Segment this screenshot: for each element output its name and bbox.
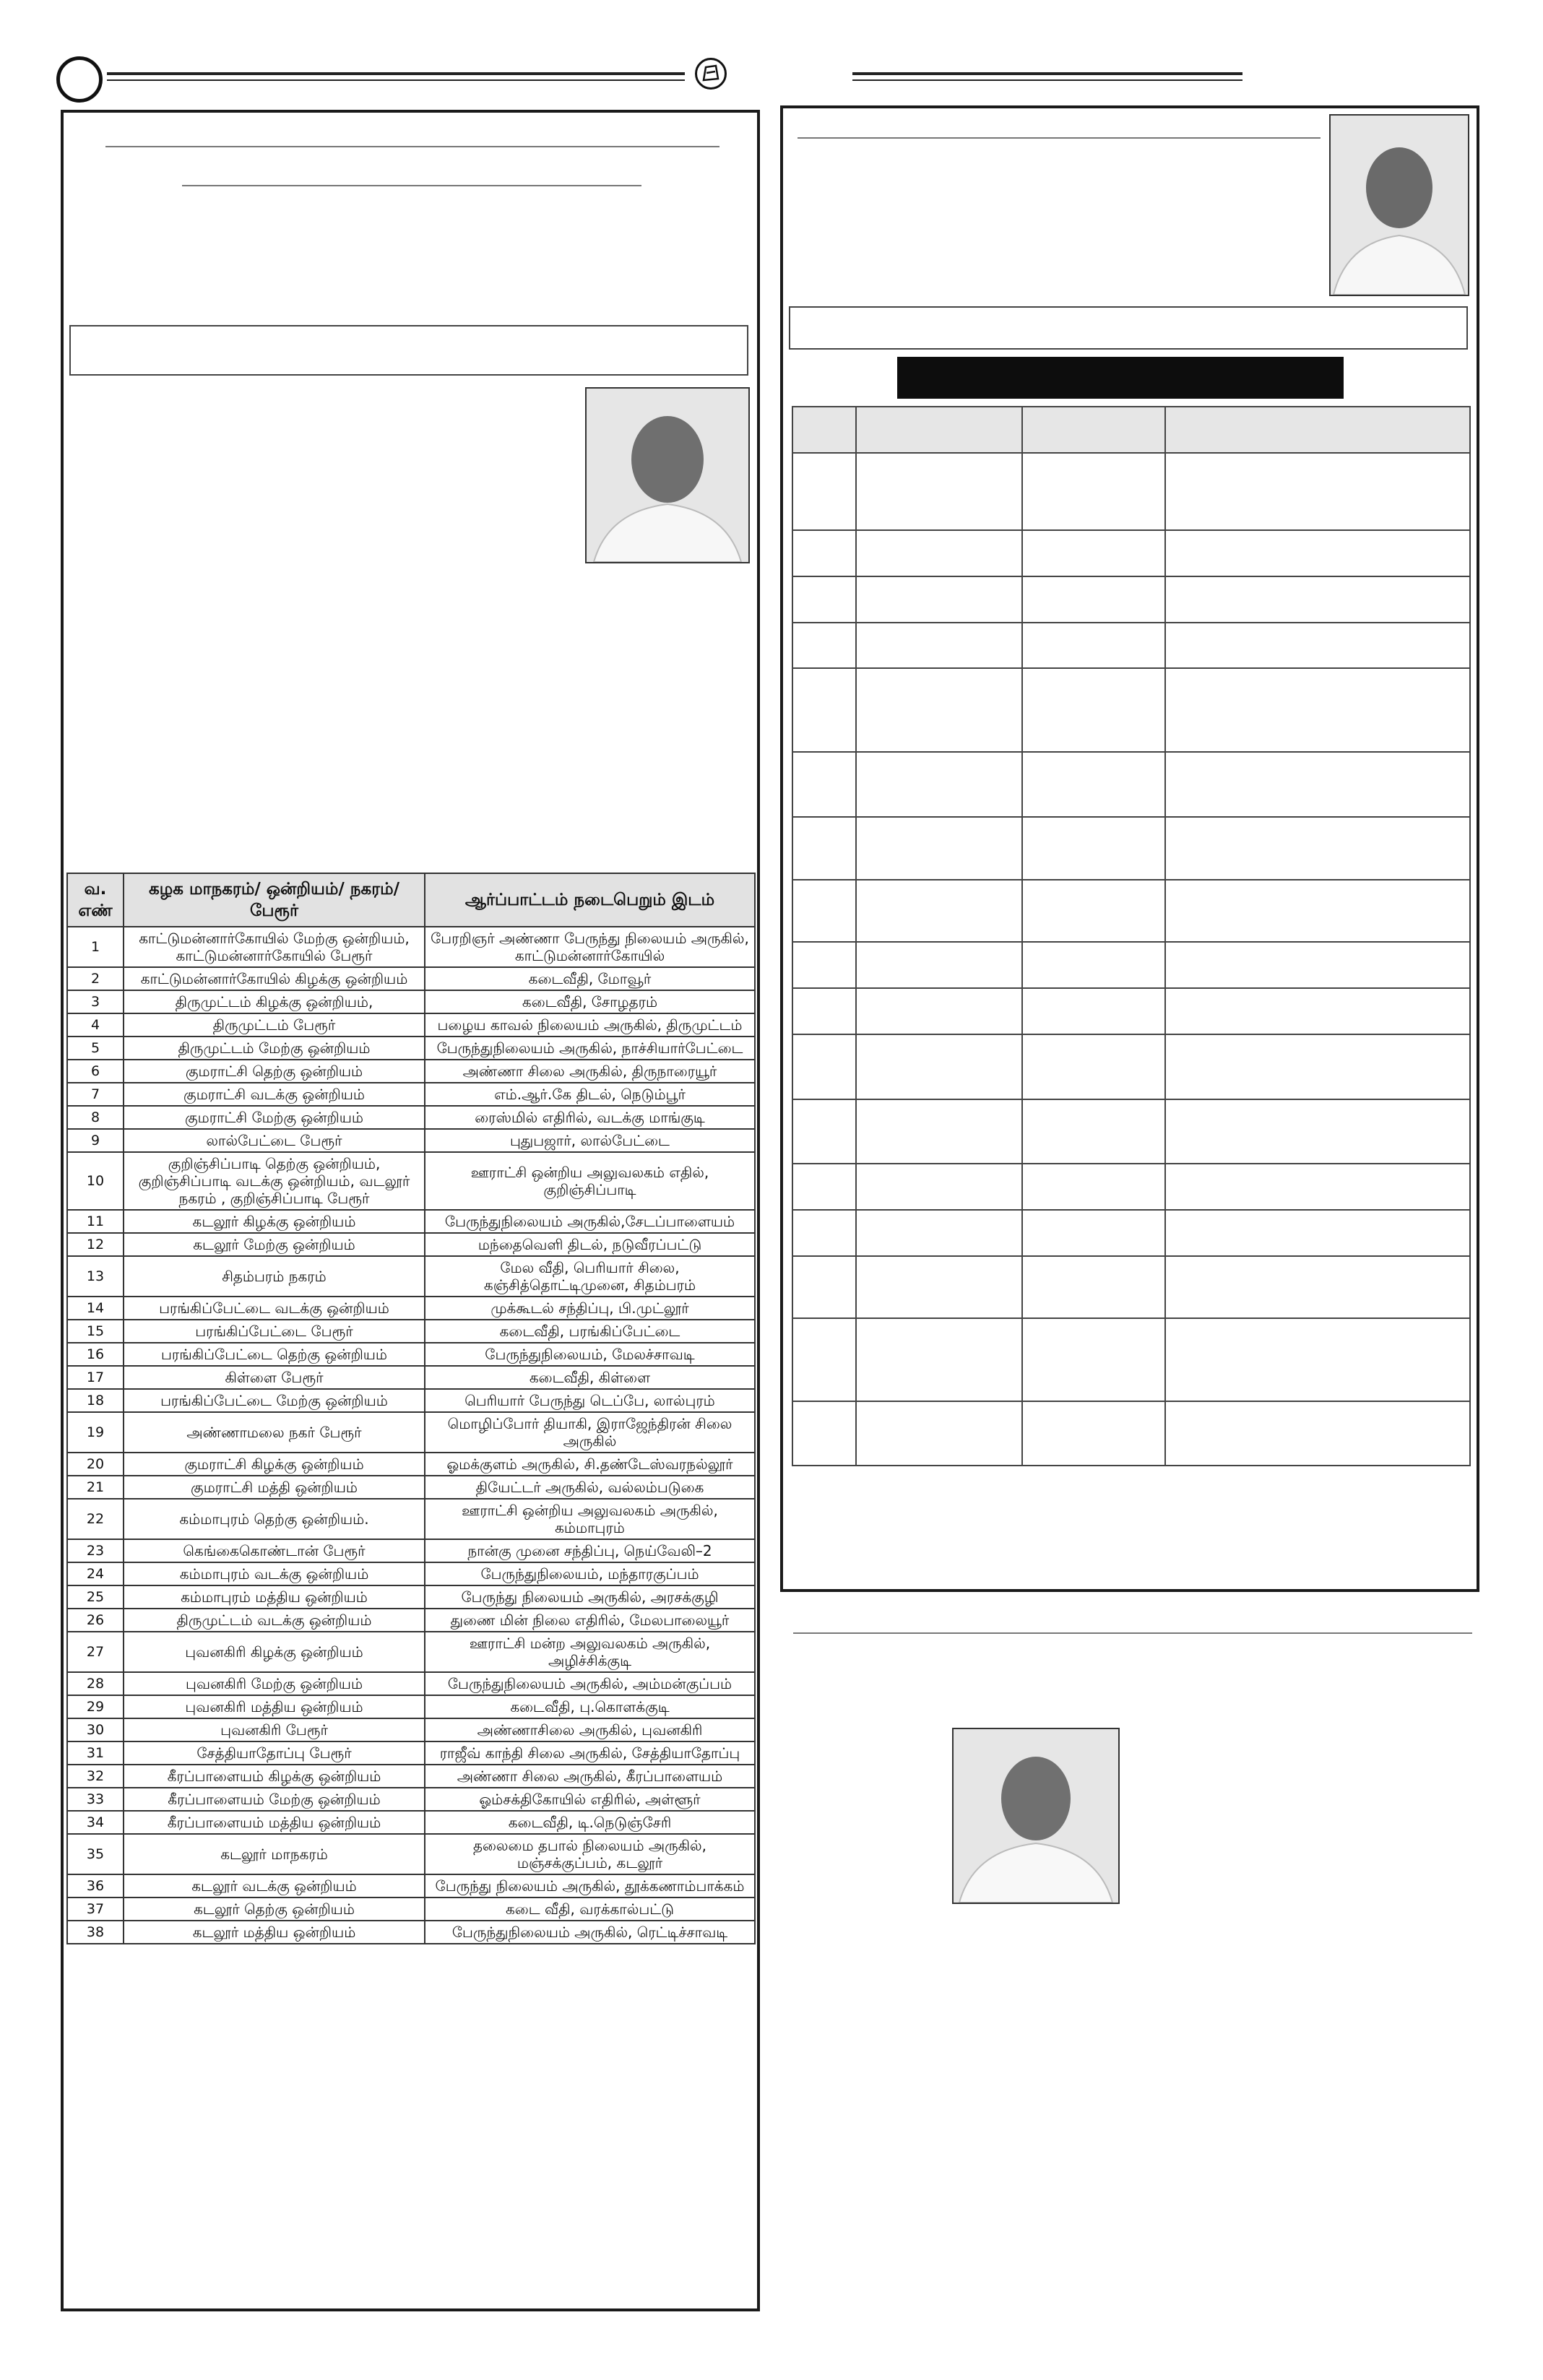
cell-venue: கடைவீதி, கிள்ளை [425,1366,755,1389]
cell-venue: கடைவீதி, பரங்கிப்பேட்டை [425,1320,755,1343]
table-row [67,1811,755,1834]
cell-unit: திருமுட்டம் கிழக்கு ஒன்றியம், [124,990,425,1013]
right-table-cell [1022,576,1165,623]
table-row [67,1389,755,1412]
party-flag-icon [695,58,727,90]
left-highlight-box [69,325,748,376]
cell-venue: கடை வீதி, வரக்கால்பட்டு [425,1897,755,1921]
leader-photo-bottom [952,1728,1120,1904]
right-table-cell [1022,623,1165,669]
left-subheadline-rule [182,185,641,186]
right-table-cell [1022,1318,1165,1401]
cell-serial-number: 25 [67,1585,124,1609]
right-table-cell [856,1034,1022,1100]
cell-unit: கடலூர் கிழக்கு ஒன்றியம் [124,1210,425,1233]
cell-serial-number: 24 [67,1562,124,1585]
right-table-cell [1165,817,1470,879]
right-table-cell [856,942,1022,988]
table-row [67,967,755,990]
cell-serial-number: 16 [67,1343,124,1366]
cell-serial-number: 15 [67,1320,124,1343]
right-table-cell [856,817,1022,879]
right-table-cell [856,576,1022,623]
right-table-cell [1022,988,1165,1034]
cell-venue: முக்கூடல் சந்திப்பு, பி.முட்லூர் [425,1297,755,1320]
cell-unit: குமராட்சி மத்தி ஒன்றியம் [124,1476,425,1499]
cell-unit: கீரப்பாளையம் மத்திய ஒன்றியம் [124,1811,425,1834]
cell-venue: கடைவீதி, மோவூர் [425,967,755,990]
right-table-row [792,880,1470,942]
right-table-cell [856,1164,1022,1210]
cell-serial-number: 20 [67,1453,124,1476]
right-table-row [792,1099,1470,1164]
cell-unit: குறிஞ்சிப்பாடி தெற்கு ஒன்றியம், குறிஞ்சிப்பாடி வடக்கு ஒன்றியம், வடலூர் நகரம் , குறிஞ்சிப்பாடி பேரூர் [124,1152,425,1210]
right-table-row [792,668,1470,751]
cell-venue: நான்கு முனை சந்திப்பு, நெய்வேலி–2 [425,1539,755,1562]
right-table-row [792,817,1470,879]
cell-serial-number: 36 [67,1874,124,1897]
table-row [67,1297,755,1320]
right-table-cell [1022,1164,1165,1210]
header-rule-top [107,72,685,75]
cell-venue: பேருந்துநிலையம், மேலச்சாவடி [425,1343,755,1366]
cell-unit: கீரப்பாளையம் மேற்கு ஒன்றியம் [124,1788,425,1811]
cell-unit: குமராட்சி மேற்கு ஒன்றியம் [124,1106,425,1129]
cell-serial-number: 12 [67,1233,124,1256]
cell-unit: கெங்கைகொண்டான் பேரூர் [124,1539,425,1562]
right-table-cell [1165,668,1470,751]
right-table-cell [1022,1401,1165,1466]
header-rule-right-top [852,72,1242,75]
table-row [67,1083,755,1106]
right-table-cell [1022,1099,1165,1164]
cell-venue: தலைமை தபால் நிலையம் அருகில், மஞ்சக்குப்பம், கடலூர் [425,1834,755,1874]
right-table-cell [1165,1034,1470,1100]
right-table-cell [856,880,1022,942]
right-table-row [792,623,1470,669]
cell-unit: பரங்கிப்பேட்டை பேரூர் [124,1320,425,1343]
right-table-row [792,1164,1470,1210]
table-row [67,1741,755,1765]
cell-serial-number: 9 [67,1129,124,1152]
cell-venue: புதுபஜார், லால்பேட்டை [425,1129,755,1152]
header-venue: ஆர்ப்பாட்டம் நடைபெறும் இடம் [425,873,755,927]
right-table-cell [856,1318,1022,1401]
cell-serial-number: 1 [67,927,124,967]
cell-venue: ஊராட்சி மன்ற அலுவலகம் அருகில், அழிச்சிக்குடி [425,1632,755,1672]
right-table-cell [856,530,1022,576]
cell-serial-number: 18 [67,1389,124,1412]
header-rule-bottom [107,79,685,81]
right-table-cell [792,942,856,988]
right-table-cell [792,576,856,623]
right-table-cell [856,1401,1022,1466]
cell-venue: ஊராட்சி ஒன்றிய அலுவலகம் அருகில், கம்மாபுரம் [425,1499,755,1539]
cell-unit: காட்டுமன்னார்கோயில் கிழக்கு ஒன்றியம் [124,967,425,990]
cell-unit: திருமுட்டம் மேற்கு ஒன்றியம் [124,1037,425,1060]
cell-venue: அண்ணாசிலை அருகில், புவனகிரி [425,1718,755,1741]
cell-venue: தியேட்டர் அருகில், வல்லம்படுகை [425,1476,755,1499]
page-number-circle [56,56,103,103]
right-table-cell [792,407,856,453]
cell-serial-number: 29 [67,1695,124,1718]
cell-unit: கம்மாபுரம் தெற்கு ஒன்றியம். [124,1499,425,1539]
cell-venue: பேருந்துநிலையம், மந்தாரகுப்பம் [425,1562,755,1585]
cell-unit: சிதம்பரம் நகரம் [124,1256,425,1297]
cell-venue: மந்தைவெளி திடல், நடுவீரப்பட்டு [425,1233,755,1256]
right-table-cell [792,1401,856,1466]
table-row [67,1874,755,1897]
right-table-cell [792,817,856,879]
cell-unit: கடலூர் வடக்கு ஒன்றியம் [124,1874,425,1897]
cell-serial-number: 14 [67,1297,124,1320]
right-table-cell [1022,668,1165,751]
cell-unit: பரங்கிப்பேட்டை வடக்கு ஒன்றியம் [124,1297,425,1320]
cell-serial-number: 6 [67,1060,124,1083]
right-headline-rule [798,137,1321,139]
right-table-cell [792,880,856,942]
right-table-cell [1165,1210,1470,1256]
right-table-row [792,988,1470,1034]
right-highlight-box [789,306,1468,350]
right-table-cell [1165,1401,1470,1466]
right-table-row [792,407,1470,453]
table-row [67,1343,755,1366]
right-table-cell [792,530,856,576]
cell-unit: கிள்ளை பேரூர் [124,1366,425,1389]
left-headline-rule [105,146,719,147]
cell-venue: மொழிப்போர் தியாகி, இராஜேந்திரன் சிலை அருகில் [425,1412,755,1453]
cell-venue: பேருந்துநிலையம் அருகில், ரெட்டிச்சாவடி [425,1921,755,1944]
cell-serial-number: 13 [67,1256,124,1297]
right-table-cell [1022,752,1165,818]
protest-venue-table [66,873,756,1944]
right-table-cell [1165,988,1470,1034]
right-table-cell [1022,453,1165,530]
right-table-row [792,1318,1470,1401]
right-table-row [792,942,1470,988]
cell-unit: பரங்கிப்பேட்டை மேற்கு ஒன்றியம் [124,1389,425,1412]
table-row [67,990,755,1013]
cell-unit: குமராட்சி கிழக்கு ஒன்றியம் [124,1453,425,1476]
table-row [67,1788,755,1811]
right-table-cell [1165,407,1470,453]
cell-serial-number: 38 [67,1921,124,1944]
cell-unit: புவனகிரி கிழக்கு ஒன்றியம் [124,1632,425,1672]
right-table-row [792,1256,1470,1318]
cell-venue: ஓமக்குளம் அருகில், சி.தண்டேஸ்வரநல்லூர் [425,1453,755,1476]
cell-unit: அண்ணாமலை நகர் பேரூர் [124,1412,425,1453]
table-row [67,1412,755,1453]
cell-unit: திருமுட்டம் வடக்கு ஒன்றியம் [124,1609,425,1632]
cell-venue: ரைஸ்மில் எதிரில், வடக்கு மாங்குடி [425,1106,755,1129]
table-row [67,1476,755,1499]
cell-unit: கீரப்பாளையம் கிழக்கு ஒன்றியம் [124,1765,425,1788]
leader-photo-left [585,387,750,563]
cell-venue: எம்.ஆர்.கே திடல், நெடும்பூர் [425,1083,755,1106]
table-row [67,1921,755,1944]
table-row [67,1152,755,1210]
right-table-cell [792,1099,856,1164]
cell-serial-number: 30 [67,1718,124,1741]
right-table-cell [1165,1256,1470,1318]
right-table-cell [792,1318,856,1401]
cell-venue: பேரறிஞர் அண்ணா பேருந்து நிலையம் அருகில், காட்டுமன்னார்கோயில் [425,927,755,967]
right-table-cell [792,623,856,669]
cell-venue: அண்ணா சிலை அருகில், கீரப்பாளையம் [425,1765,755,1788]
right-table-cell [1022,1256,1165,1318]
cell-venue: பெரியார் பேருந்து டெப்பே, லால்புரம் [425,1389,755,1412]
right-table-cell [792,1164,856,1210]
right-table-cell [1165,453,1470,530]
cell-venue: ராஜீவ் காந்தி சிலை அருகில், சேத்தியாதோப்பு [425,1741,755,1765]
cell-serial-number: 7 [67,1083,124,1106]
cell-unit: கடலூர் மேற்கு ஒன்றியம் [124,1233,425,1256]
right-table-cell [1022,880,1165,942]
table-row [67,1210,755,1233]
table-row [67,1765,755,1788]
cell-serial-number: 17 [67,1366,124,1389]
table-row [67,1562,755,1585]
cell-serial-number: 11 [67,1210,124,1233]
cell-serial-number: 3 [67,990,124,1013]
right-table-cell [856,1099,1022,1164]
table-row [67,1695,755,1718]
right-table-cell [856,453,1022,530]
table-row [67,1256,755,1297]
right-table-cell [1022,942,1165,988]
cell-unit: கம்மாபுரம் வடக்கு ஒன்றியம் [124,1562,425,1585]
right-table-cell [856,1210,1022,1256]
cell-venue: ஊராட்சி ஒன்றிய அலுவலகம் எதில், குறிஞ்சிப்பாடி [425,1152,755,1210]
cell-serial-number: 28 [67,1672,124,1695]
cell-unit: குமராட்சி வடக்கு ஒன்றியம் [124,1083,425,1106]
leader-photo-right [1329,114,1469,296]
cell-venue: கடைவீதி, டி.நெடுஞ்சேரி [425,1811,755,1834]
table-header-row [67,873,755,927]
cell-serial-number: 4 [67,1013,124,1037]
table-row [67,1585,755,1609]
header-rule-right-bottom [852,79,1242,81]
cell-serial-number: 10 [67,1152,124,1210]
cell-serial-number: 33 [67,1788,124,1811]
table-row [67,1539,755,1562]
cell-serial-number: 23 [67,1539,124,1562]
right-table-row [792,1210,1470,1256]
table-row [67,1013,755,1037]
table-row [67,1453,755,1476]
right-table-cell [1165,752,1470,818]
right-table-cell [1165,880,1470,942]
cell-venue: துணை மின் நிலை எதிரில், மேலபாலையூர் [425,1609,755,1632]
right-schedule-table [792,406,1471,1466]
right-table-cell [1022,407,1165,453]
right-table-cell [1165,1164,1470,1210]
cell-serial-number: 26 [67,1609,124,1632]
right-table-cell [1165,530,1470,576]
table-row [67,1366,755,1389]
table-row [67,1060,755,1083]
right-table-cell [1165,942,1470,988]
table-row [67,1320,755,1343]
cell-unit: புவனகிரி மத்திய ஒன்றியம் [124,1695,425,1718]
table-row [67,1037,755,1060]
right-table-cell [1165,576,1470,623]
cell-venue: பழைய காவல் நிலையம் அருகில், திருமுட்டம் [425,1013,755,1037]
cell-serial-number: 31 [67,1741,124,1765]
right-table-cell [1022,1210,1165,1256]
table-row [67,1718,755,1741]
right-table-cell [1022,817,1165,879]
cell-venue: பேருந்து நிலையம் அருகில், அரசக்குழி [425,1585,755,1609]
right-table-cell [1165,1099,1470,1164]
right-table-row [792,1401,1470,1466]
cell-venue: ஓம்சக்திகோயில் எதிரில், அள்ளூர் [425,1788,755,1811]
cell-serial-number: 34 [67,1811,124,1834]
cell-unit: கம்மாபுரம் மத்திய ஒன்றியம் [124,1585,425,1609]
cell-serial-number: 22 [67,1499,124,1539]
table-row [67,1233,755,1256]
right-table-row [792,752,1470,818]
right-table-cell [856,988,1022,1034]
right-table-cell [1022,530,1165,576]
cell-unit: திருமுட்டம் பேரூர் [124,1013,425,1037]
table-row [67,1632,755,1672]
table-row [67,1834,755,1874]
cell-venue: பேருந்துநிலையம் அருகில்,சேடப்பாளையம் [425,1210,755,1233]
cell-serial-number: 27 [67,1632,124,1672]
cell-unit: சேத்தியாதோப்பு பேரூர் [124,1741,425,1765]
cell-venue: கடைவீதி, பு.கொளக்குடி [425,1695,755,1718]
right-table-cell [792,1210,856,1256]
right-table-cell [792,1034,856,1100]
right-table-cell [856,668,1022,751]
cell-serial-number: 32 [67,1765,124,1788]
cell-venue: அண்ணா சிலை அருகில், திருநாரையூர் [425,1060,755,1083]
right-table-cell [792,988,856,1034]
cell-venue: மேல வீதி, பெரியார் சிலை, கஞ்சித்தொட்டிமுனை, சிதம்பரம் [425,1256,755,1297]
table-row [67,1609,755,1632]
right-table-cell [792,668,856,751]
right-bottom-rule [793,1632,1472,1634]
cell-venue: பேருந்து நிலையம் அருகில், தூக்கணாம்பாக்கம் [425,1874,755,1897]
right-table-row [792,576,1470,623]
cell-unit: காட்டுமன்னார்கோயில் மேற்கு ஒன்றியம், காட்டுமன்னார்கோயில் பேரூர் [124,927,425,967]
cell-unit: பரங்கிப்பேட்டை தெற்கு ஒன்றியம் [124,1343,425,1366]
table-row [67,927,755,967]
right-table-row [792,1034,1470,1100]
cell-unit: புவனகிரி மேற்கு ஒன்றியம் [124,1672,425,1695]
table-row [67,1129,755,1152]
right-table-cell [1022,1034,1165,1100]
cell-unit: குமராட்சி தெற்கு ஒன்றியம் [124,1060,425,1083]
cell-venue: கடைவீதி, சோழதரம் [425,990,755,1013]
cell-unit: கடலூர் மாநகரம் [124,1834,425,1874]
right-table-row [792,530,1470,576]
right-table-cell [792,752,856,818]
cell-unit: கடலூர் மத்திய ஒன்றியம் [124,1921,425,1944]
cell-serial-number: 2 [67,967,124,990]
cell-unit: லால்பேட்டை பேரூர் [124,1129,425,1152]
cell-venue: பேருந்துநிலையம் அருகில், அம்மன்குப்பம் [425,1672,755,1695]
table-row [67,1897,755,1921]
cell-serial-number: 5 [67,1037,124,1060]
right-table-cell [792,1256,856,1318]
right-table-cell [856,1256,1022,1318]
cell-venue: பேருந்துநிலையம் அருகில், நாச்சியார்பேட்டை [425,1037,755,1060]
table-row [67,1106,755,1129]
cell-serial-number: 37 [67,1897,124,1921]
header-serial-number: வ. எண் [67,873,124,927]
cell-unit: கடலூர் தெற்கு ஒன்றியம் [124,1897,425,1921]
table-row [67,1672,755,1695]
right-table-cell [792,453,856,530]
cell-serial-number: 8 [67,1106,124,1129]
table-row [67,1499,755,1539]
cell-serial-number: 21 [67,1476,124,1499]
header-unit: கழக மாநகரம்/ ஒன்றியம்/ நகரம்/ பேரூர் [124,873,425,927]
right-table-row [792,453,1470,530]
cell-serial-number: 35 [67,1834,124,1874]
right-section-banner [897,357,1344,399]
right-table-cell [856,752,1022,818]
right-table-cell [856,407,1022,453]
right-table-cell [1165,1318,1470,1401]
right-table-cell [856,623,1022,669]
cell-serial-number: 19 [67,1412,124,1453]
right-table-cell [1165,623,1470,669]
cell-unit: புவனகிரி பேரூர் [124,1718,425,1741]
